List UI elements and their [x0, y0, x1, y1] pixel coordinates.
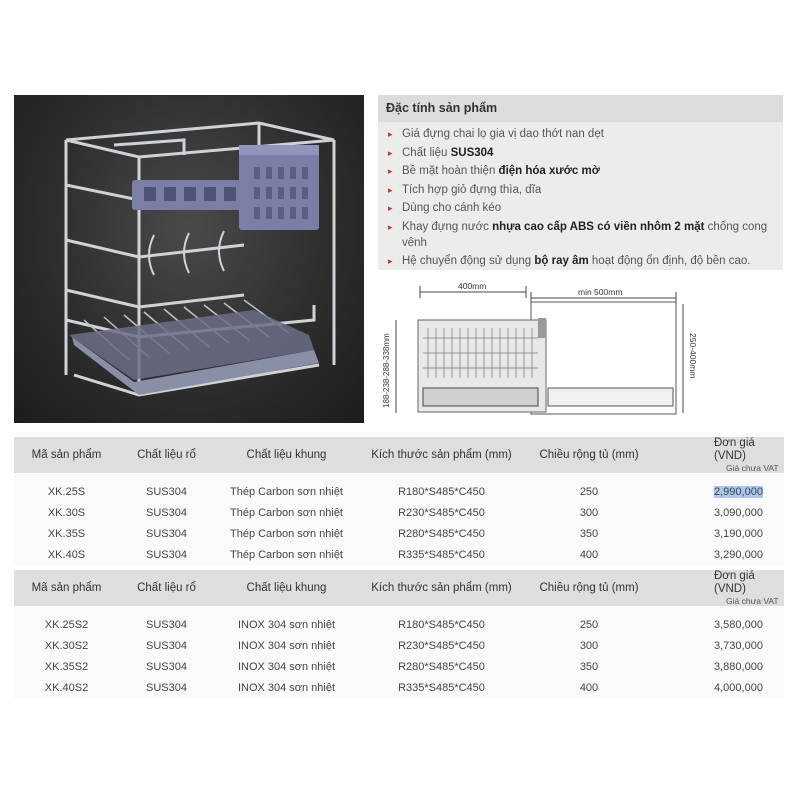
cell-cabinet-width: 250 — [579, 618, 599, 631]
kitchen-basket-illustration — [14, 95, 364, 423]
cell-size: R230*S485*C450 — [398, 506, 485, 519]
height-label: 188-238-288-338mm — [382, 333, 391, 408]
cell-frame-material: INOX 304 sơn nhiệt — [237, 618, 336, 631]
cabinet-width-label: 250-400mm — [688, 333, 698, 379]
cell-cabinet-width: 350 — [579, 527, 599, 540]
col-header-code: Mã sản phẩm — [14, 437, 119, 473]
cell-size: R230*S485*C450 — [398, 639, 485, 652]
col-header-frame-material: Chất liệu khung — [214, 570, 359, 606]
table-row — [14, 656, 784, 677]
width-label: 400mm — [458, 281, 487, 291]
cell-code: XK.40S — [47, 548, 86, 561]
feature-text: Tích hợp giỏ đựng thìa, dĩa — [402, 183, 542, 196]
table-header-row — [14, 570, 784, 606]
col-header-price: Đơn giá (VND) Giá chưa VAT — [654, 570, 784, 606]
col-header-size: Kích thước sản phẩm (mm) — [359, 437, 524, 473]
feature-text: Chất liệu SUS304 — [402, 146, 494, 159]
cell-basket-material: SUS304 — [146, 681, 187, 694]
bullet-arrow-icon: ▸ — [388, 147, 393, 158]
cell-size: R335*S485*C450 — [398, 548, 485, 561]
cell-size: R180*S485*C450 — [398, 485, 485, 498]
col-header-frame-material: Chất liệu khung — [214, 437, 359, 473]
feature-text: Giá đựng chai lọ gia vị dao thớt nan dẹt — [402, 128, 604, 140]
price-table-carbon — [14, 437, 784, 565]
cell-frame-material: INOX 304 sơn nhiệt — [237, 681, 336, 694]
cell-size: R280*S485*C450 — [398, 527, 485, 540]
bullet-arrow-icon: ▸ — [388, 203, 393, 213]
col-header-price: Đơn giá (VND) Giá chưa VAT — [654, 437, 784, 473]
table-header-row — [14, 437, 784, 473]
price-table-inox — [14, 570, 784, 698]
cell-size: R180*S485*C450 — [398, 618, 485, 631]
feature-text: Hệ chuyển động sử dụng bộ ray âm hoạt động ổn định, độ bền cao. — [402, 255, 751, 267]
feature-item — [388, 182, 773, 198]
cell-code: XK.25S — [47, 485, 86, 498]
features-title: Đặc tính sản phẩm — [378, 95, 783, 122]
cell-price: 3,190,000 — [714, 527, 763, 540]
cell-basket-material: SUS304 — [146, 485, 187, 498]
bullet-arrow-icon: ▸ — [388, 166, 393, 176]
cell-cabinet-width: 350 — [579, 660, 599, 673]
table-row — [14, 544, 784, 565]
depth-label: min 500mm — [578, 287, 623, 297]
cell-basket-material: SUS304 — [146, 527, 187, 540]
cell-frame-material: Thép Carbon sơn nhiệt — [229, 527, 343, 540]
cell-code: XK.30S2 — [44, 639, 89, 652]
col-header-size: Kích thước sản phẩm (mm) — [359, 570, 524, 606]
cell-price: 3,880,000 — [714, 660, 763, 673]
table-row — [14, 677, 784, 698]
feature-item — [388, 253, 773, 269]
cell-size: R335*S485*C450 — [398, 681, 485, 694]
cell-code: XK.35S2 — [44, 660, 89, 673]
cell-frame-material: Thép Carbon sơn nhiệt — [229, 548, 343, 561]
cell-cabinet-width: 400 — [579, 548, 599, 561]
feature-item — [388, 219, 773, 251]
cell-price: 3,580,000 — [714, 618, 763, 631]
product-photo — [14, 95, 364, 423]
bullet-arrow-icon: ▸ — [388, 129, 393, 139]
cell-basket-material: SUS304 — [146, 548, 187, 561]
cell-frame-material: Thép Carbon sơn nhiệt — [229, 506, 343, 519]
cell-price: 3,290,000 — [714, 548, 763, 561]
cell-basket-material: SUS304 — [146, 618, 187, 631]
cell-price: 3,090,000 — [714, 506, 763, 519]
feature-text: Dùng cho cánh kéo — [402, 202, 502, 214]
product-features-panel — [378, 95, 783, 270]
cell-frame-material: INOX 304 sơn nhiệt — [237, 660, 336, 673]
cell-cabinet-width: 400 — [579, 681, 599, 694]
table-body — [14, 473, 784, 565]
cell-price: 3,730,000 — [714, 639, 763, 652]
feature-item — [388, 145, 773, 161]
col-header-cabinet-width: Chiều rộng tủ (mm) — [524, 570, 654, 606]
bullet-arrow-icon: ▸ — [388, 184, 393, 195]
table-row — [14, 635, 784, 656]
feature-text: Khay đựng nước nhựa cao cấp ABS có viền nhôm 2 mặt chống cong vênh — [402, 220, 768, 249]
table-row — [14, 523, 784, 544]
bullet-arrow-icon: ▸ — [388, 221, 393, 232]
col-header-code: Mã sản phẩm — [14, 570, 119, 606]
dimension-drawing — [378, 278, 783, 426]
cell-code: XK.25S2 — [44, 618, 89, 631]
bullet-arrow-icon: ▸ — [388, 256, 393, 266]
feature-item — [388, 200, 773, 216]
table-body — [14, 606, 784, 698]
feature-item — [388, 163, 773, 179]
table-row — [14, 614, 784, 635]
features-list — [378, 122, 783, 270]
cell-cabinet-width: 300 — [579, 639, 599, 652]
table-row — [14, 481, 784, 502]
cell-size: R280*S485*C450 — [398, 660, 485, 673]
col-header-basket-material: Chất liệu rổ — [119, 570, 214, 606]
col-header-basket-material: Chất liệu rổ — [119, 437, 214, 473]
feature-text: Bề mặt hoàn thiện điện hóa xước mờ — [402, 165, 600, 177]
cell-frame-material: Thép Carbon sơn nhiệt — [229, 485, 343, 498]
cell-basket-material: SUS304 — [146, 506, 187, 519]
table-row — [14, 502, 784, 523]
cell-cabinet-width: 250 — [579, 485, 599, 498]
cell-basket-material: SUS304 — [146, 660, 187, 673]
cell-code: XK.30S — [47, 506, 86, 519]
cell-cabinet-width: 300 — [579, 506, 599, 519]
feature-item — [388, 126, 773, 142]
cell-basket-material: SUS304 — [146, 639, 187, 652]
cell-price: 2,990,000 — [714, 485, 763, 498]
cell-price: 4,000,000 — [714, 681, 763, 694]
col-header-cabinet-width: Chiều rộng tủ (mm) — [524, 437, 654, 473]
cell-frame-material: INOX 304 sơn nhiệt — [237, 639, 336, 652]
cell-code: XK.35S — [47, 527, 86, 540]
cell-code: XK.40S2 — [44, 681, 89, 694]
